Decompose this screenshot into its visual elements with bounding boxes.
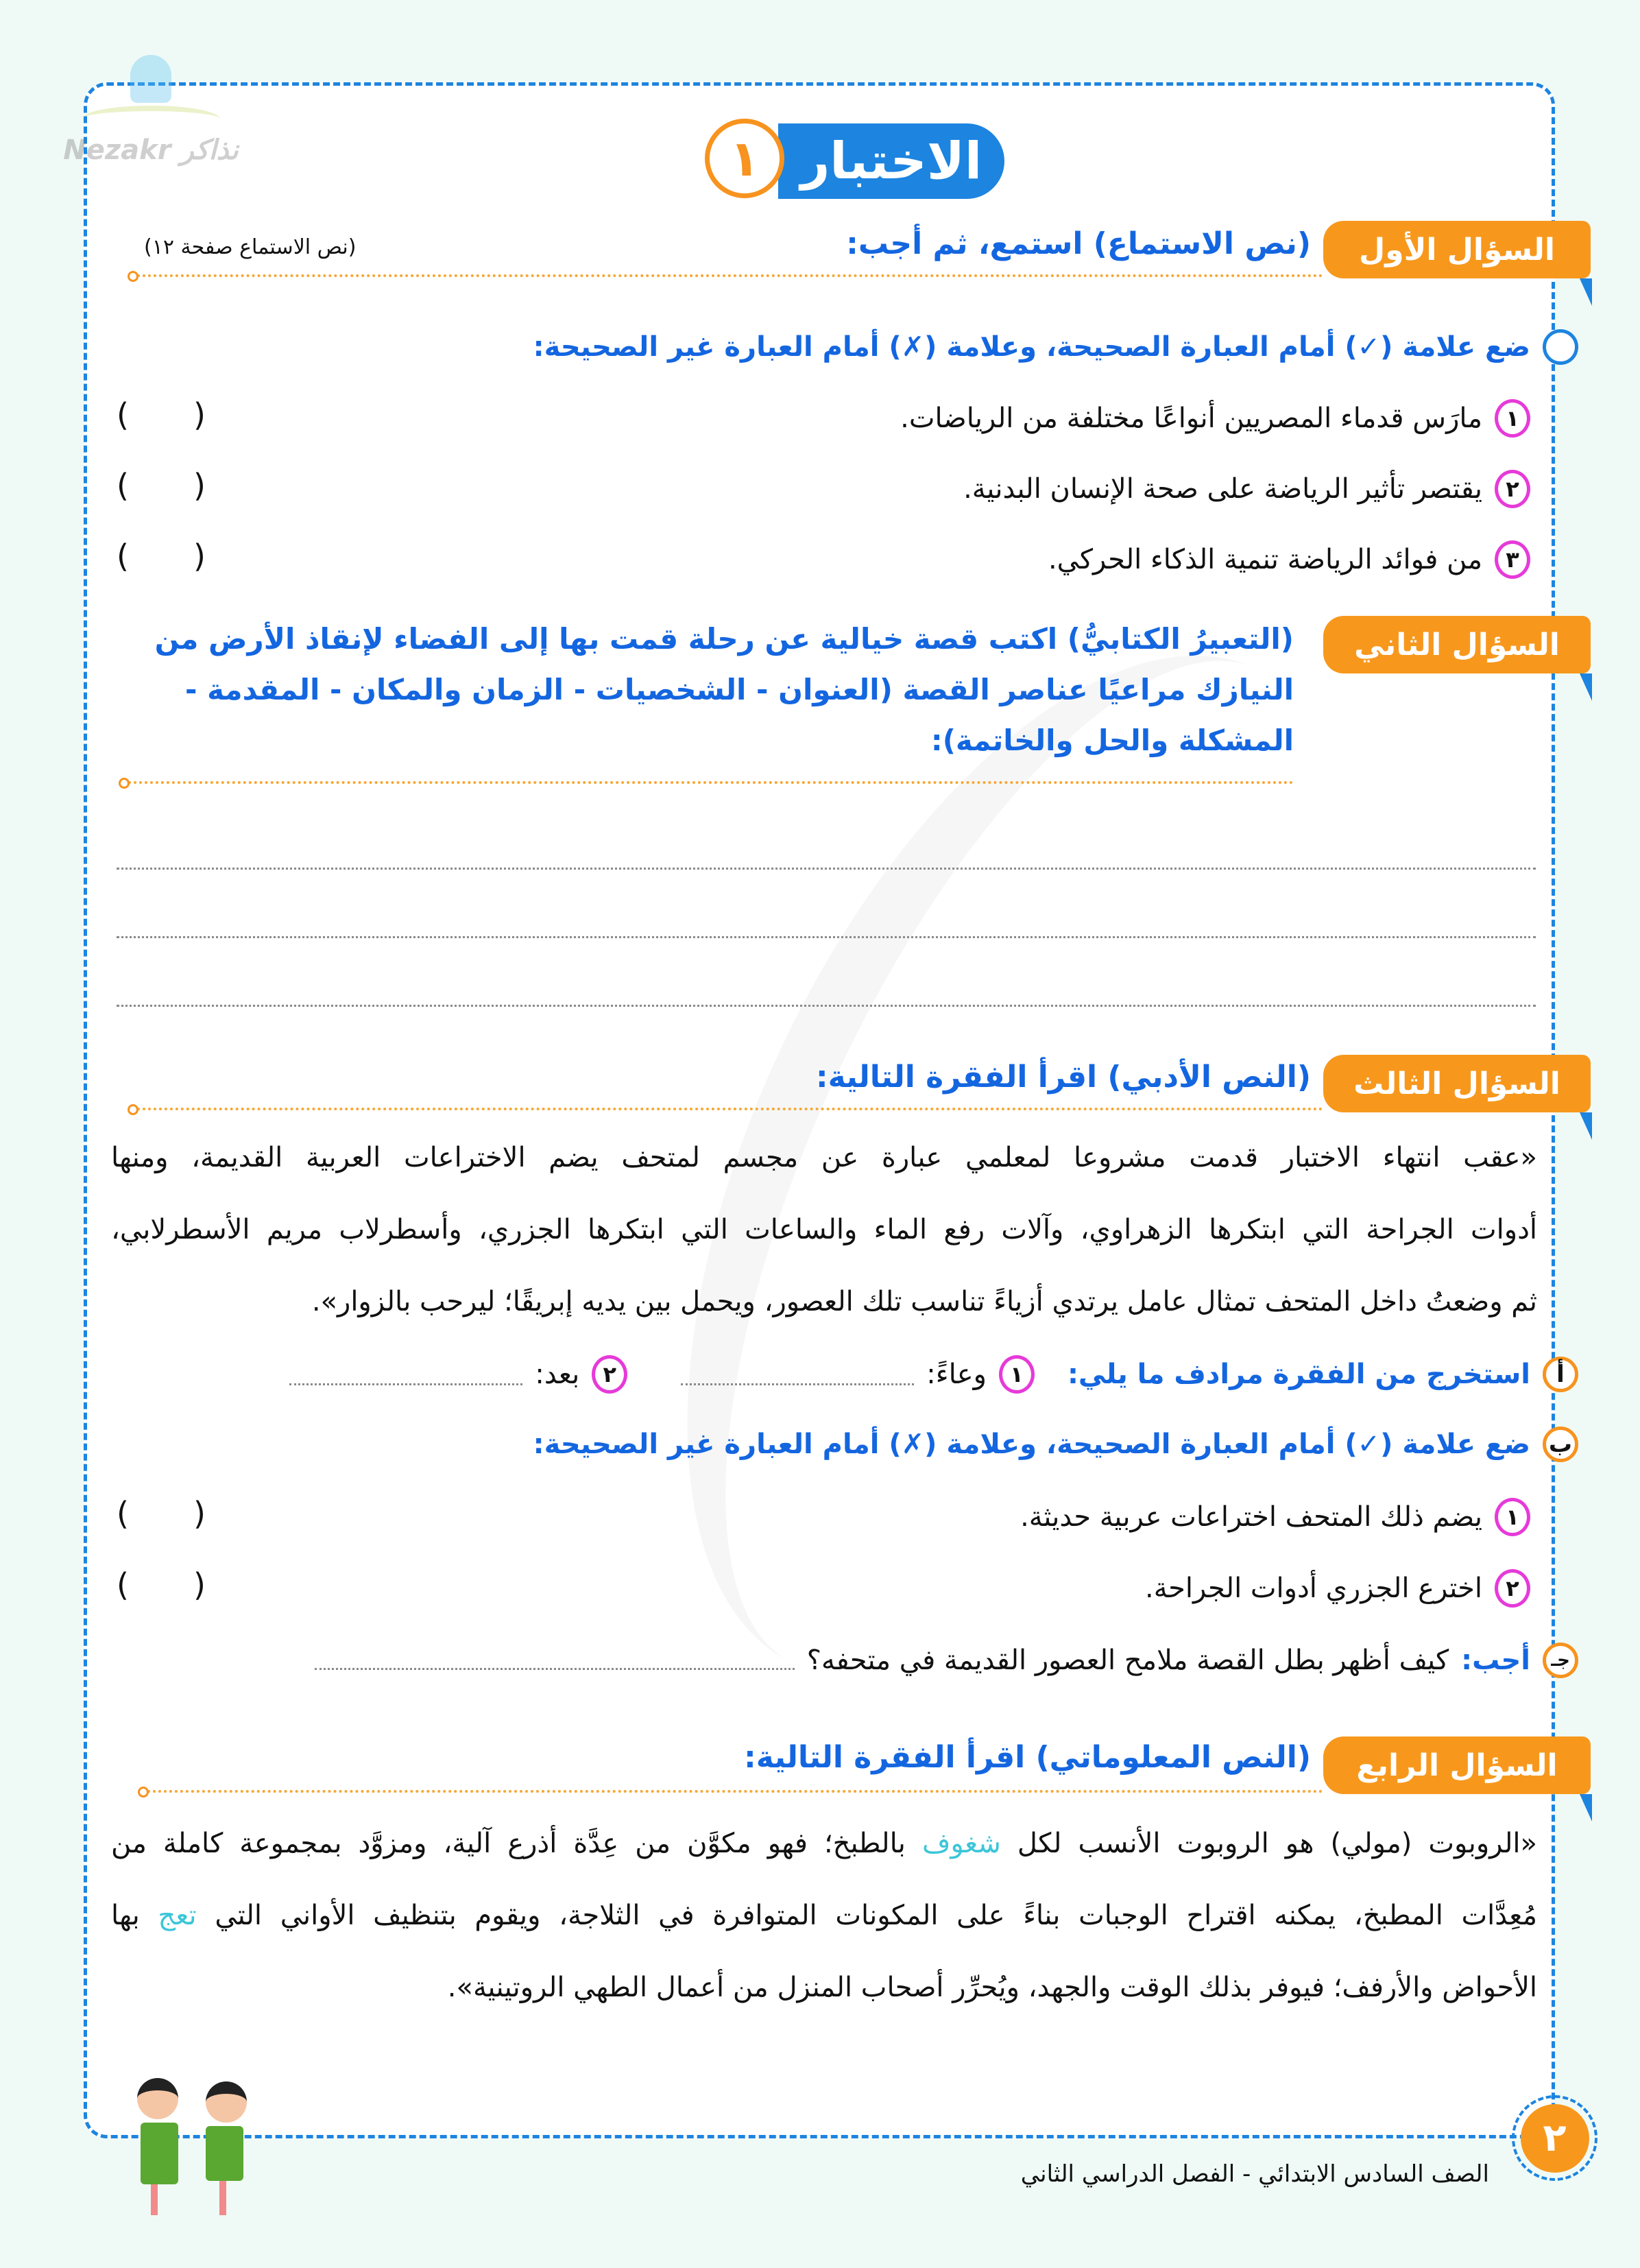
kids-illustration [117, 2064, 309, 2222]
q2-prompt-line: (التعبيرُ الكتابيُّ) اكتب قصة خيالية عن رحلة قمت بها إلى الفضاء لإنقاذ الأرض من [154, 622, 1294, 656]
statement-row [1145, 1569, 1530, 1608]
highlighted-word: تعج [158, 1900, 197, 1931]
item-number: ٣ [1495, 540, 1530, 579]
word-label: بعد: [535, 1359, 580, 1390]
q2-prompt [67, 614, 1294, 784]
answer-line[interactable] [117, 1005, 1536, 1007]
statement-row [963, 470, 1530, 508]
q2-prompt-line: المشكلة والحل والخاتمة): [930, 724, 1294, 757]
answer-box[interactable]: ( ) [117, 1495, 206, 1532]
q3-instruction: ضع علامة (✓) أمام العبارة الصحيحة، وعلامة (✗) أمام العبارة غير الصحيحة: [533, 1429, 1530, 1460]
question-3-heading: (النص الأدبي) اقرأ الفقرة التالية: [815, 1060, 1311, 1095]
statement-row [900, 399, 1530, 438]
statement: اخترع الجزري أدوات الجراحة. [1144, 1573, 1482, 1604]
item-number: ٢ [1495, 1569, 1530, 1608]
question-2-tab: السؤال الثاني [1323, 616, 1591, 673]
answer-line[interactable] [681, 1383, 914, 1385]
q1-instruction: ضع علامة (✓) أمام العبارة الصحيحة، وعلامة (✗) أمام العبارة غير الصحيحة: [533, 331, 1530, 363]
footer-grade: الصف السادس الابتدائي - الفصل الدراسي الثاني [1020, 2160, 1489, 2188]
paragraph-line: ثم وضعتُ داخل المتحف تمثال عامل يرتدي أزياءً تناسب تلك العصور، ويحمل بين يديه إبريقًا؛ ليرحب بالزوار». [311, 1286, 1537, 1317]
item-number: ١ [1495, 399, 1530, 438]
sub-question-letter: جـ [1543, 1643, 1578, 1678]
synonym-instruction: استخرج من الفقرة مرادف ما يلي: [1067, 1359, 1530, 1390]
listening-page-note: (نص الاستماع صفحة ١٢) [144, 235, 357, 259]
q3-instruction-row [533, 1427, 1578, 1462]
page-number: ٢ [1512, 2095, 1597, 2181]
item-number: ٢ [592, 1355, 627, 1394]
open-question: كيف أظهر بطل القصة ملامح العصور القديمة في متحفه؟ [806, 1645, 1449, 1676]
question-4-heading: (النص المعلوماتي) اقرأ الفقرة التالية: [744, 1740, 1311, 1775]
paragraph-line: الأحواض والأرفف؛ فيوفر بذلك الوقت والجهد، ويُحرِّر أصحاب المنزل من أعمال الطهي الروتينية». [447, 1972, 1537, 2003]
paragraph-line: مُعِدَّات المطبخ، يمكنه اقتراح الوجبات بناءً على المكونات المتوافرة في الثلاجة، ويقوم بتنظيف الأواني التي تعج بها [111, 1900, 1537, 1931]
divider [137, 274, 1323, 277]
statement: يضم ذلك المتحف اختراعات عربية حديثة. [1020, 1501, 1482, 1533]
sub-question-letter: أ [1543, 1357, 1578, 1392]
logo: Nezakr نذاكر [58, 55, 243, 192]
question-1-heading: (نص الاستماع) استمع، ثم أجب: [846, 226, 1311, 261]
word-label: وعاءً: [926, 1359, 987, 1390]
answer-label: أجب: [1461, 1645, 1530, 1676]
divider [147, 1790, 1323, 1793]
item-number: ١ [1495, 1498, 1530, 1536]
item-number: ٢ [1495, 470, 1530, 508]
q2-prompt-line: النيازك مراعيًا عناصر القصة (العنوان - الشخصيات - الزمان والمكان - المقدمة - [185, 673, 1294, 706]
instruction-bullet [1543, 329, 1578, 365]
statement-row [1048, 540, 1530, 579]
answer-line[interactable] [289, 1383, 522, 1385]
divider [128, 781, 1294, 784]
answer-line[interactable] [117, 936, 1536, 938]
answer-box[interactable]: ( ) [117, 1566, 206, 1603]
open-question-row [315, 1643, 1578, 1678]
statement-row [1020, 1498, 1530, 1536]
paragraph-line: «الروبوت (مولي) هو الروبوت الأنسب لكل شغوف بالطبخ؛ فهو مكوَّن من عِدَّة أذرع آلية، ومزوَّد بمجموعة كاملة من [111, 1828, 1538, 1859]
answer-box[interactable]: ( ) [117, 538, 206, 575]
answer-box[interactable]: ( ) [117, 396, 206, 433]
paragraph-line: «عقب انتهاء الاختبار قدمت مشروعا لمعلمي عبارة عن مجسم لمتحف يضم الاختراعات العربية القديمة، ومنها [111, 1142, 1537, 1173]
synonym-row [289, 1355, 1578, 1394]
exam-number: ١ [705, 119, 784, 198]
statement: يقتصر تأثير الرياضة على صحة الإنسان البدنية. [963, 473, 1482, 505]
item-number: ١ [999, 1355, 1035, 1394]
answer-line[interactable] [117, 868, 1536, 870]
answer-line[interactable] [315, 1668, 795, 1670]
statement: مارَس قدماء المصريين أنواعًا مختلفة من الرياضات. [900, 403, 1482, 434]
answer-box[interactable]: ( ) [117, 467, 206, 504]
sub-question-letter: ب [1543, 1427, 1578, 1462]
highlighted-word: شغوف [921, 1828, 1001, 1859]
statement: من فوائد الرياضة تنمية الذكاء الحركي. [1048, 544, 1482, 575]
divider [137, 1108, 1323, 1110]
paragraph-line: أدوات الجراحة التي ابتكرها الزهراوي، وآلات رفع الماء والساعات التي ابتكرها الجزري، وأسطرلاب مريم الأسطرلابي، [111, 1214, 1537, 1245]
question-1-tab: السؤال الأول [1323, 221, 1591, 278]
question-4-tab: السؤال الرابع [1323, 1736, 1591, 1794]
exam-title: الاختبار [778, 123, 1004, 199]
q1-instruction-row [533, 329, 1578, 365]
question-3-tab: السؤال الثالث [1323, 1055, 1591, 1112]
